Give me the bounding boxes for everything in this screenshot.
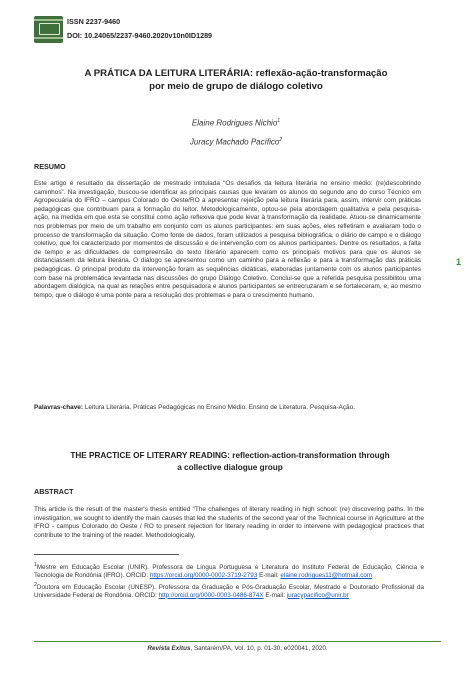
title-english (34, 450, 426, 473)
issn: ISSN 2237-9460 (67, 17, 121, 26)
doi: DOI: 10.24065/2237-9460.2020v10n0ID1289 (67, 31, 213, 40)
footnote-divider (34, 554, 179, 555)
title-en-line2: a collective dialogue group (177, 462, 283, 472)
title-pt-line2: por meio de grupo de diálogo coletivo (149, 81, 323, 92)
footer-citation (34, 645, 441, 652)
footer-journal-name: Revista Exitus (147, 645, 191, 652)
resumo-heading: RESUMO (34, 162, 66, 171)
footer-divider (34, 641, 441, 642)
author-2: Juracy Machado Pacífico$^2$ (189, 136, 283, 147)
authors (40, 113, 432, 150)
footnote-2: $^2$Doutora em Educação Escolar (UNESP). Professora da Graduação e Pós-Graduação Escolar, Mestrado e Doutorado Profissional da Universidade Federal de Rondônia. ORCID: http://orcid.org/0000-0003-0486-874X E-mail: juracypacifico@unir.br (34, 581, 424, 599)
footer-citation-text: , Santarém/PA, Vol. 10, p. 01-30, e020041, 2020. (190, 645, 328, 652)
abstract-heading: ABSTRACT (34, 487, 74, 496)
author-1-footnote-mark: 1 (277, 118, 281, 124)
title-en-line1: THE PRACTICE OF LITERARY READING: reflection-action-transformation through (70, 451, 390, 460)
footnote-2-orcid-link[interactable]: http://orcid.org/0000-0003-0486-874X (158, 591, 264, 599)
keywords-text: Leitura Literária. Práticas Pedagógicas no Ensino Médio. Ensino de Literatura. Pesquisa-Ação. (84, 404, 356, 411)
abstract-text: This article is the result of the master's thesis entitled “The challenges of literary reading in high school: (re) discovering paths. In the investigation, we sought to identify the main causes that led the students of the second year of the Technical course in Agriculture at the IFRO - campus Colorado do Oeste / RO to present rejection for literary reading in order to intervene with pedagogical practices that contribute to the training of the reader. Methodologically, (34, 506, 424, 540)
author-2-footnote-mark: 2 (279, 136, 283, 143)
footnote-1-email-link[interactable]: elaine.rodrigues11@hotmail.com (280, 572, 373, 580)
resumo-text: Este artigo é resultado da dissertação de mestrado intitulada “Os desafios da leitura literária no ensino médio: (re)descobrindo caminhos”. Na investigação, buscou-se identificar as principais causas que levaram os alunos do segundo ano do curso Técnico em Agropecuária do IFRO – campus Colorado do Oeste/RO a apresentar rejeição pela leitura literária para, assim, intervir com práticas pedagógicas que contribuam para a formação do leitor. Metodologicamente, optou-se pela abordagem qualitativa e pela pesquisa-ação, na medida em que esta se constitui como ação reflexiva que pode levar à transformação da realidade. Atuou-se dinamicamente nos problemas por meio de um trabalho em conjunto com os alunos participantes: em suas ações, eles refletiram e avaliaram todo o processo de transformação da situação. Como fonte de dados, foram utilizados a pesquisa bibliográfica, o diário de campo e o diálogo coletivo, que foi caracterizado por momentos de discussão e de intervenção com os alunos participantes. Dentre os resultados, a falta de tempo e as dificuldades de compreensão do texto literário aparecem como os principais motivos para que os alunos se distanciassem da leitura literária. O diálogo se apresentou como um caminho para a reflexão e para a transformação das práticas pedagógicas. O principal produto da intervenção foram as sequências didáticas, elaboradas juntamente com os alunos participantes com base na problemática levantada nas discussões do grupo Diálogo Coletivo. Conclui-se que a referida pesquisa possibilitou uma abordagem dialógica, na qual as relações entre pesquisadora e alunos participantes se entrecruzaram e se fortaleceram, e, ao mesmo tempo, que o diálogo é uma ponte para a resolução dos problemas e para o crescimento humano. (34, 180, 421, 299)
footnotes (34, 561, 424, 600)
keywords-label: Palavras-chave: (34, 404, 84, 411)
title-portuguese (40, 67, 432, 93)
footnote-1: $^1$Mestre em Educação Escolar (UNIR). Professora de Língua Portuguesa e Literatura do Instituto Federal de Educação, Ciência e Tecnologia de Rondônia (IFRO). ORCID: https://orcid.org/0000-0002-3719-2793 E-mail: elaine.rodrigues11@hotmail.com (34, 562, 424, 580)
footnote-2-email-link[interactable]: juracypacifico@unir.br (286, 591, 349, 599)
footnote-1-orcid-link[interactable]: https://orcid.org/0000-0002-3719-2793 (149, 572, 258, 580)
title-pt-line1: A PRÁTICA DA LEITURA LITERÁRIA: reflexão-ação-transformação (84, 68, 388, 79)
page-number: 1 (456, 257, 462, 267)
journal-logo (34, 16, 63, 43)
author-1: Elaine Rodrigues Nichio$^1$ (191, 118, 281, 128)
keywords (34, 404, 421, 413)
